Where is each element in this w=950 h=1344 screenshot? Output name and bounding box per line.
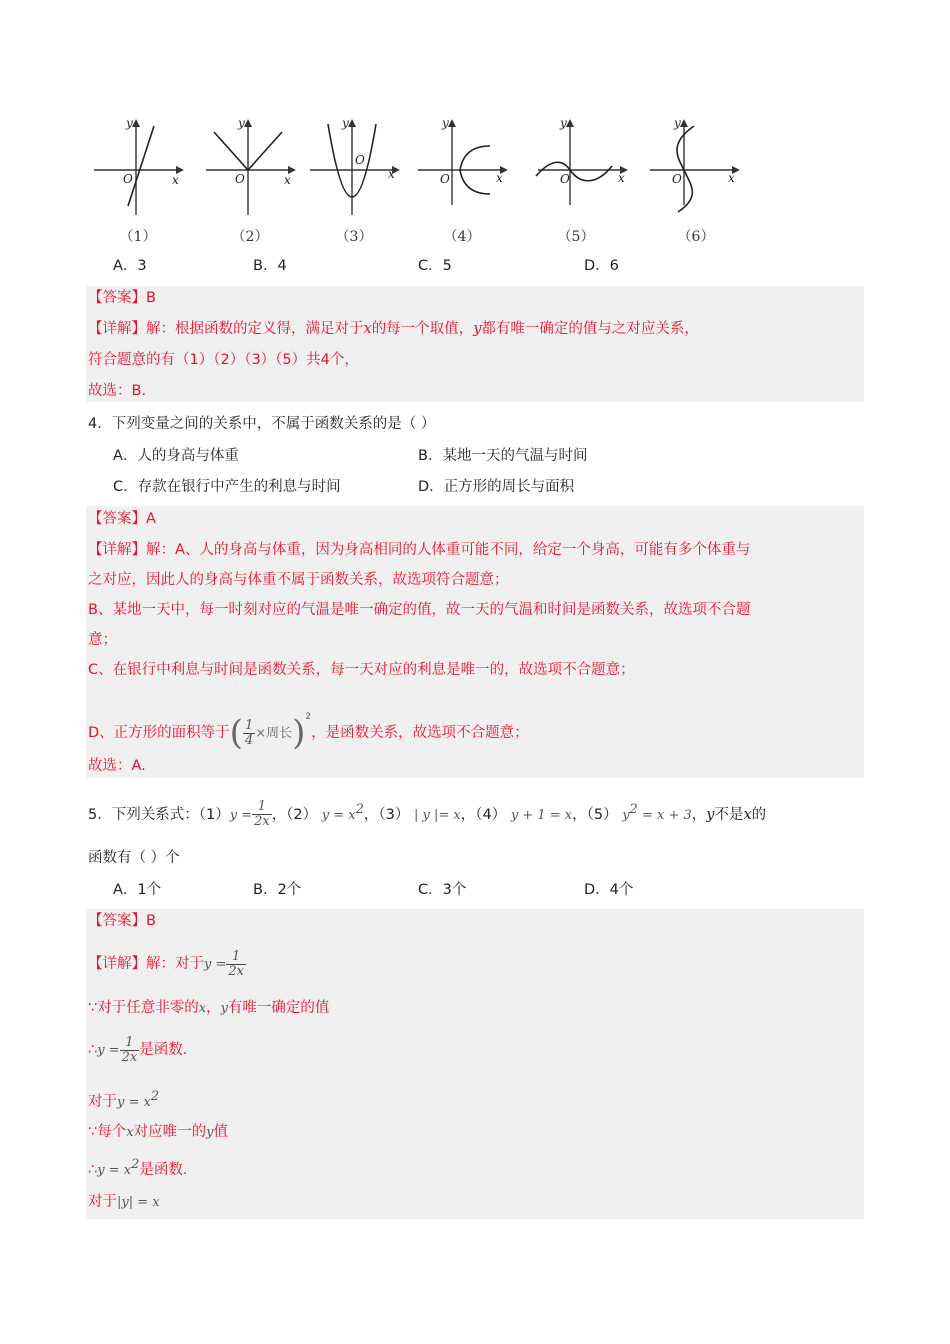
graph-label-5: （5） [557,229,595,245]
q3-option-a: A．3 [113,258,147,274]
q3-answer-box [86,286,864,402]
q5-option-c: C．3个 [418,882,467,898]
svg-text:y: y [442,116,449,130]
q5-option-d: D．4个 [584,882,634,898]
graph-2 [200,110,300,250]
graph-label-6: （6） [677,229,715,245]
function-graphs [88,110,768,250]
q4-option-c: C．存款在银行中产生的利息与时间 [113,479,341,495]
q3-detail-line2: 符合题意的有（1）（2）（3）（5）共4个， [88,352,359,368]
q4-detail-c: C、在银行中利息与时间是函数关系，每一天对应的利息是唯一的，故选项不合题意； [88,662,635,678]
graph-4 [412,110,512,250]
graph-1-plot [88,110,188,225]
graph-2-plot [200,110,300,225]
svg-text:O: O [123,172,133,186]
svg-text:x: x [618,171,625,185]
graph-5 [532,110,632,250]
q5-answer: 【答案】B [88,913,156,929]
svg-text:x: x [496,171,503,185]
svg-text:y: y [674,116,681,130]
q4-option-a: A．人的身高与体重 [113,448,239,464]
q3-answer: 【答案】B [88,290,156,306]
svg-text:y: y [238,116,245,130]
graph-label-2: （2） [231,229,269,245]
q5-detail-line4: 对于$y = x^2$ [88,1089,160,1110]
q3-detail-line3: 故选：B. [88,383,147,399]
q4-detail-d: D、正方形的面积等于( $\frac{1}{4}$ ×周长)$^2$，是函数关系，故选项不合题意； [88,712,529,753]
q5-detail-line7: 对于|y| = x [88,1194,160,1210]
graph-6-plot [644,110,744,225]
q5-detail-line5: ∵每个x对应唯一的y值 [88,1124,228,1140]
svg-text:x: x [728,171,735,185]
q3-option-b: B．4 [253,258,287,274]
svg-text:O: O [672,172,682,186]
svg-text:O: O [440,172,450,186]
q4-option-b: B．某地一天的气温与时间 [418,448,588,464]
q4-detail-a1: 【详解】解：A、人的身高与体重，因为身高相同的人体重可能不同，给定一个身高，可能有多个体重与 [88,542,751,558]
q4-detail-b2: 意； [88,632,117,648]
q4-option-d: D．正方形的周长与面积 [418,479,575,495]
q4-detail-a2: 之对应，因此人的身高与体重不属于函数关系，故选项符合题意； [88,572,509,588]
q4-detail-end: 故选：A. [88,758,146,774]
svg-text:x: x [284,173,291,187]
svg-text:y: y [126,116,133,130]
q3-detail-line1: 【详解】解：根据函数的定义得，满足对于x的每一个取值，y都有唯一确定的值与之对应关系， [88,321,699,337]
graph-label-3: （3） [335,229,373,245]
q5-option-b: B．2个 [253,882,302,898]
q3-option-c: C．5 [418,258,452,274]
svg-text:y: y [560,116,567,130]
graph-label-4: （4） [443,229,481,245]
svg-text:x: x [388,167,395,181]
svg-text:y: y [342,116,349,130]
graph-label-1: （1） [119,229,157,245]
q5-detail-line1: 【详解】解：对于y = $\frac{1}{2x}$ [88,948,244,979]
q4-answer: 【答案】A [88,511,156,527]
q4-stem: 4．下列变量之间的关系中，不属于函数关系的是（ ） [88,416,436,432]
graph-3 [304,110,404,250]
q5-stem-line1: 5．下列关系式：（1）y = $\frac{1}{2x}$ ，（2） $y = x^2$，（3） | y |= x，（4） y + 1 = x，（5） $y^2 = x + 3$，y不是x的 [88,799,767,830]
q5-detail-line2: ∵对于任意非零的x，y有唯一确定的值 [88,1000,330,1016]
svg-text:O: O [235,172,245,186]
q5-detail-line6: ∴y = $x^2$是函数. [88,1157,188,1178]
graph-5-plot [532,110,632,225]
q5-stem-line2: 函数有（ ）个 [88,850,180,866]
svg-text:O: O [560,172,570,186]
graph-6 [644,110,744,250]
svg-text:O: O [355,153,365,167]
svg-text:x: x [172,173,179,187]
graph-4-plot [412,110,512,225]
q5-option-a: A．1个 [113,882,162,898]
q4-detail-b1: B、某地一天中，每一时刻对应的气温是唯一确定的值，故一天的气温和时间是函数关系，故选项不合题 [88,602,751,618]
q5-detail-line3: ∴y = $\frac{1}{2x}$ 是函数. [88,1034,188,1065]
graph-3-plot [304,110,404,225]
q3-option-d: D．6 [584,258,619,274]
graph-1 [88,110,188,250]
